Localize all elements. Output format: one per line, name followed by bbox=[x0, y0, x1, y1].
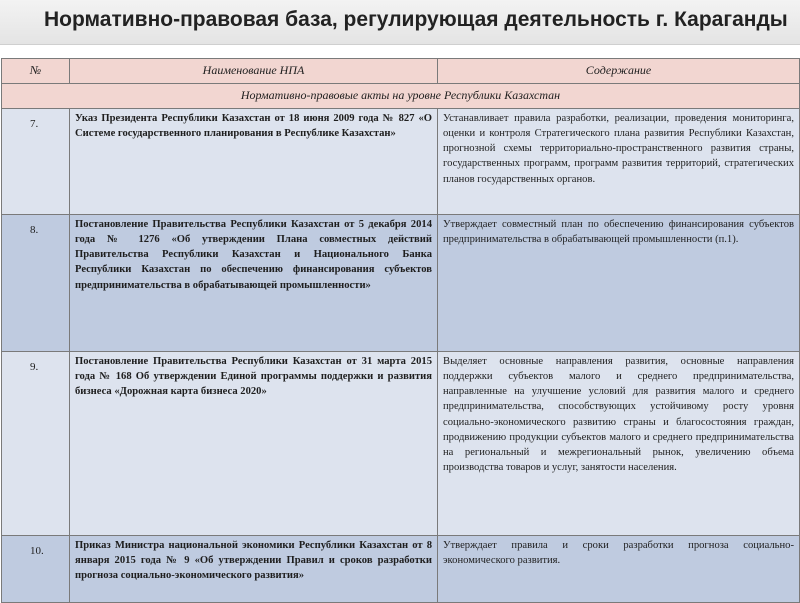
header-name: Наименование НПА bbox=[70, 59, 438, 84]
row-num: 10. bbox=[2, 536, 70, 603]
npa-table bbox=[1, 58, 800, 603]
section-title: Нормативно-правовые акты на уровне Республики Казахстан bbox=[2, 84, 800, 109]
header-content: Содержание bbox=[438, 59, 800, 84]
row-name: Приказ Министра национальной экономики Республики Казахстан от 8 января 2015 года № 9 «Об утверждении Правил и сроков разработки прогноза социально-экономического развития» bbox=[70, 536, 438, 603]
table-row bbox=[2, 109, 800, 215]
row-content: Утверждает правила и сроки разработки прогноза социально-экономического развития. bbox=[438, 536, 800, 603]
row-num: 8. bbox=[2, 215, 70, 352]
row-content: Утверждает совместный план по обеспечению финансирования субъектов предпринимательства в обрабатывающей промышленности (п.1). bbox=[438, 215, 800, 352]
table-header-row bbox=[2, 59, 800, 84]
page-title: Нормативно-правовая база, регулирующая деятельность г. Караганды bbox=[44, 8, 788, 31]
row-name: Указ Президента Республики Казахстан от 18 июня 2009 года № 827 «О Системе государственного планирования в Республике Казахстан» bbox=[70, 109, 438, 215]
header-num: № bbox=[2, 59, 70, 84]
section-row bbox=[2, 84, 800, 109]
row-content: Выделяет основные направления развития, основные направления поддержки субъектов малого и среднего предпринимательства, направленные на улучшение условий для развития малого и среднего предпринимательства, способствующих устойчивому росту уровня социально-экономического развитию страны и благосостояния граждан, продвижению продукции субъектов малого и среднего предпринимательства на региональный и межрегиональный рынок, увеличению объема производства товаров и услуг, занятости населения. bbox=[438, 352, 800, 536]
table-row bbox=[2, 536, 800, 603]
table-row bbox=[2, 352, 800, 536]
title-bar bbox=[0, 0, 800, 45]
table-row bbox=[2, 215, 800, 352]
row-name: Постановление Правительства Республики Казахстан от 31 марта 2015 года № 168 Об утверждении Единой программы поддержки и развития бизнеса «Дорожная карта бизнеса 2020» bbox=[70, 352, 438, 536]
row-content: Устанавливает правила разработки, реализации, проведения мониторинга, оценки и контроля Стратегического плана развития Республики Казахстан, прогнозной схемы территориально-пространственного развития страны, государственных программ, программ развития территорий, стратегических планов государственных органов. bbox=[438, 109, 800, 215]
row-num: 7. bbox=[2, 109, 70, 215]
row-num: 9. bbox=[2, 352, 70, 536]
row-name: Постановление Правительства Республики Казахстан от 5 декабря 2014 года № 1276 «Об утверждении Плана совместных действий Правительства Республики Казахстан и Национального Банка Республики Казахстан по обеспечению финансирования субъектов предпринимательства в обрабатывающей промышленности» bbox=[70, 215, 438, 352]
